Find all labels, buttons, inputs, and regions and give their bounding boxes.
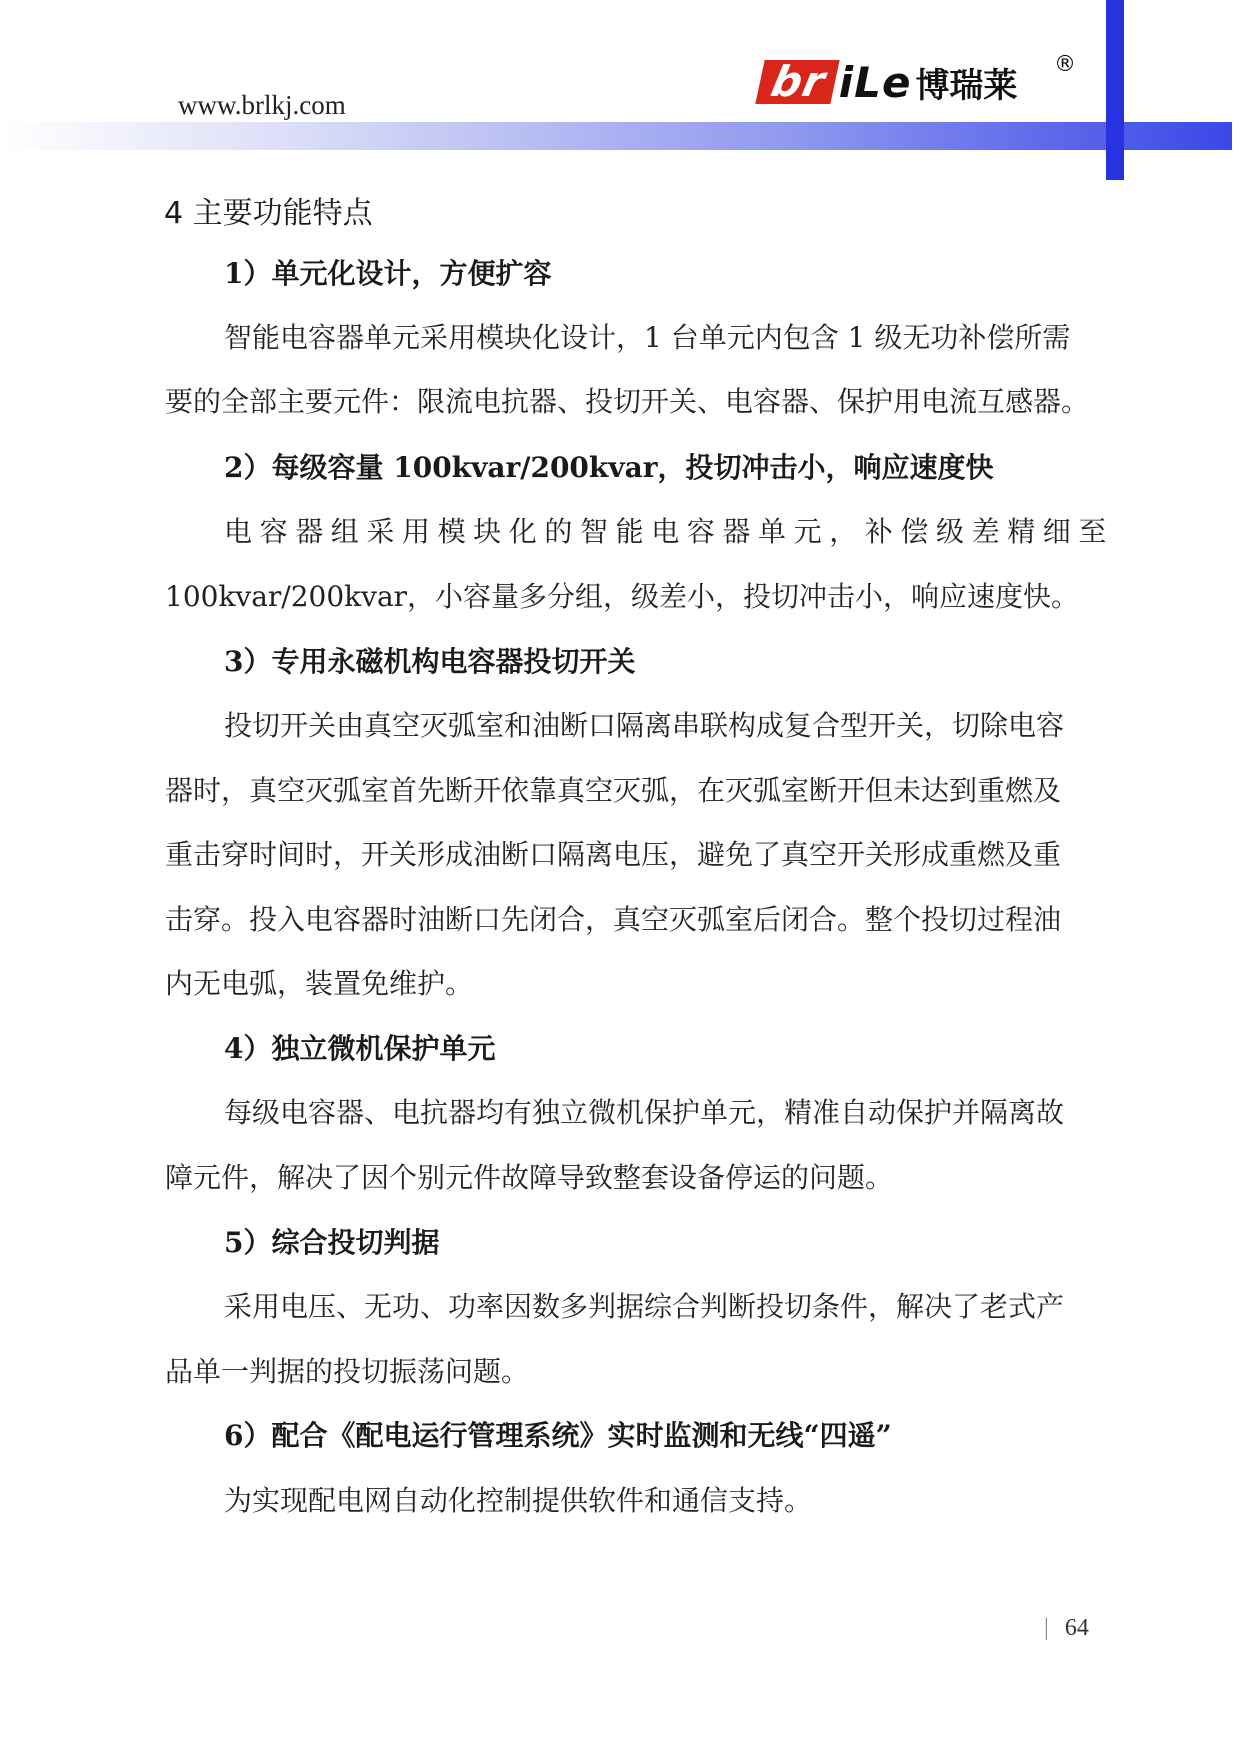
paragraph-line: 每级电容器、电抗器均有独立微机保护单元，精准自动保护并隔离故 bbox=[224, 1096, 1065, 1129]
paragraph-line: 击穿。投入电容器时油断口先闭合，真空灭弧室后闭合。整个投切过程油 bbox=[165, 903, 1062, 936]
page-number: 64 bbox=[1064, 1615, 1089, 1641]
brand-logo bbox=[760, 56, 1017, 108]
paragraph-line: 要的全部主要元件：限流电抗器、投切开关、电容器、保护用电流互感器。 bbox=[165, 385, 1090, 418]
paragraph-line: 投切开关由真空灭弧室和油断口隔离串联构成复合型开关，切除电容 bbox=[224, 709, 1065, 742]
logo-red-block: br bbox=[755, 60, 839, 104]
item-heading-4: 4）独立微机保护单元 bbox=[224, 1032, 496, 1065]
paragraph-line: 障元件，解决了因个别元件故障导致整套设备停运的问题。 bbox=[165, 1161, 894, 1194]
header-vertical-bar bbox=[1106, 0, 1124, 180]
item-heading-5: 5）综合投切判据 bbox=[224, 1226, 440, 1259]
paragraph-line: 重击穿时间时，开关形成油断口隔离电压，避免了真空开关形成重燃及重 bbox=[165, 838, 1062, 871]
logo-black-text: iLe bbox=[838, 57, 912, 107]
paragraph-line: 电容器组采用模块化的智能电容器单元，补偿级差精细至 bbox=[224, 515, 1115, 548]
item-heading-3: 3）专用永磁机构电容器投切开关 bbox=[224, 645, 636, 678]
paragraph-line: 100kvar/200kvar，小容量多分组，级差小，投切冲击小，响应速度快。 bbox=[165, 580, 1080, 613]
paragraph-line: 智能电容器单元采用模块化设计，1 台单元内包含 1 级无功补偿所需 bbox=[224, 321, 1071, 354]
item-heading-6: 6）配合《配电运行管理系统》实时监测和无线“四遥” bbox=[224, 1419, 892, 1452]
section-title: 4 主要功能特点 bbox=[164, 196, 373, 231]
item-heading-1: 1）单元化设计，方便扩容 bbox=[224, 257, 552, 290]
paragraph-line: 内无电弧，装置免维护。 bbox=[165, 967, 474, 1000]
item-heading-2: 2）每级容量 100kvar/200kvar，投切冲击小，响应速度快 bbox=[224, 451, 994, 484]
paragraph-line: 器时，真空灭弧室首先断开依靠真空灭弧，在灭弧室断开但未达到重燃及 bbox=[165, 774, 1062, 807]
header-gradient-band bbox=[0, 122, 1232, 150]
logo-chinese-text: 博瑞莱 bbox=[915, 65, 1018, 106]
page-footer bbox=[1044, 1615, 1089, 1642]
footer-separator: | bbox=[1044, 1615, 1049, 1641]
header-url: www.brlkj.com bbox=[178, 90, 346, 120]
registered-mark: ® bbox=[1054, 52, 1076, 77]
paragraph-line: 采用电压、无功、功率因数多判据综合判断投切条件，解决了老式产 bbox=[224, 1290, 1065, 1323]
paragraph-line: 品单一判据的投切振荡问题。 bbox=[165, 1355, 530, 1388]
paragraph-line: 为实现配电网自动化控制提供软件和通信支持。 bbox=[224, 1484, 813, 1517]
